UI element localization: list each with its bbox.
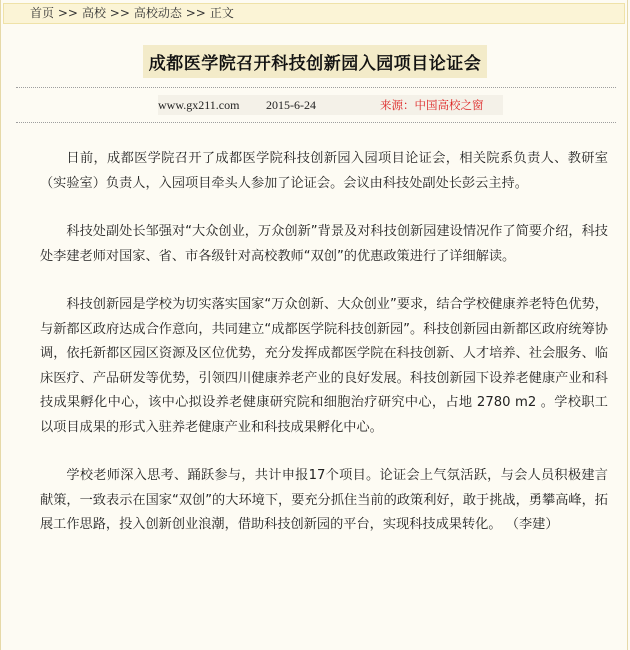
article-title: 成都医学院召开科技创新园入园项目论证会 <box>143 45 488 78</box>
article-paragraph: 日前，成都医学院召开了成都医学院科技创新园入园项目论证会，相关院系负责人、教研室（实验室）负责人，入园项目牵头人参加了论证会。会议由科技处副处长彭云主持。 <box>40 151 608 191</box>
publish-date: 2015-6-24 <box>266 98 316 112</box>
article-meta <box>158 95 503 115</box>
breadcrumb-separator: >> <box>109 6 130 20</box>
breadcrumb-separator: >> <box>57 6 78 20</box>
breadcrumb-current: 正文 <box>209 6 234 20</box>
divider <box>16 87 616 88</box>
breadcrumb <box>3 3 625 24</box>
article-body <box>40 147 608 562</box>
article-paragraph: 科技创新园是学校为切实落实国家“万众创新、大众创业”要求，结合学校健康养老特色优势，与新都区政府达成合作意向，共同建立“成都医学院科技创新园”。科技创新园由新都区政府统筹协调，依托新都区园区资源及区位优势，充分发挥成都医学院在科技创新、人才培养、社会服务、临床医疗、产品研发等优势，引领四川健康养老产业的良好发展。科技创新园下设养老健康产业和科技成果孵化中心，该中心拟设养老健康研究院和细胞治疗研究中心，占地 2780 m2 。学校职工以项目成果的形式入驻养老健康产业和科技成果孵化中心。 <box>40 297 608 435</box>
divider <box>16 122 616 123</box>
article-source: 来源：中国高校之窗 <box>380 98 484 112</box>
article-paragraph: 学校老师深入思考、踊跃参与，共计申报17个项目。论证会上气氛活跃，与会人员积极建言献策，一致表示在国家“双创”的大环境下，要充分抓住当前的政策利好，敢于挑战，勇攀高峰，拓展工作思路，投入创新创业浪潮，借助科技创新园的平台，实现科技成果转化。 （李建） <box>40 468 608 532</box>
breadcrumb-link-university-news[interactable]: 高校动态 <box>133 6 182 20</box>
site-url: www.gx211.com <box>158 98 240 112</box>
breadcrumb-link-universities[interactable]: 高校 <box>81 6 106 20</box>
breadcrumb-home-link[interactable]: 首页 <box>30 6 55 20</box>
breadcrumb-separator: >> <box>185 6 206 20</box>
article-paragraph: 科技处副处长邹强对“大众创业，万众创新”背景及对科技创新园建设情况作了简要介绍，科技处李建老师对国家、省、市各级针对高校教师“双创”的优惠政策进行了详细解读。 <box>40 224 608 264</box>
